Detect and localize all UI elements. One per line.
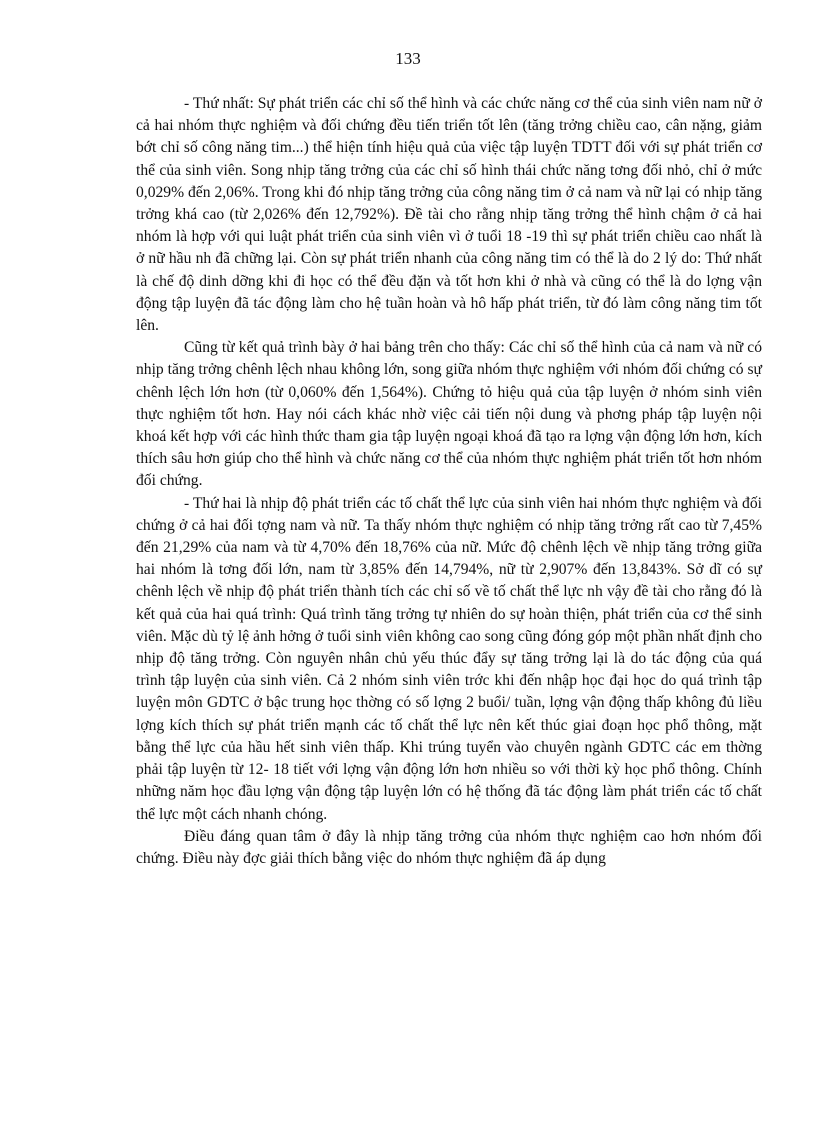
paragraph-1: - Thứ nhất: Sự phát triển các chỉ số thể hình và các chức năng cơ thể của sinh viên nam nữ ở cả hai nhóm thực nghiệm và đối chứng đều tiến triển tốt lên (tăng trởng chiều cao, cân nặng, giảm bớt chỉ số công năng tim...) thể hiện tính hiệu quả của việc tập luyện TDTT đối với sự phát triển cơ thể của sinh viên. Song nhịp tăng trởng của các chỉ số hình thái chức năng tơng đối nhỏ, chỉ ở mức 0,029% đến 2,06%. Trong khi đó nhịp tăng trởng của công năng tim ở cả nam và nữ lại có nhịp tăng trởng khá cao (từ 2,026% đến 12,792%). Đề tài cho rằng nhịp tăng trởng thể hình chậm ở cả hai nhóm là hợp với qui luật phát triển của sinh viên vì ở tuổi 18 -19 thì sự phát triển chiều cao nhất là ở nữ hầu nh đã chững lại. Còn sự phát triển nhanh của công năng tim có thể là do 2 lý do: Thứ nhất là chế độ dinh dỡng khi đi học có thể đều đặn và tốt hơn khi ở nhà và cũng có thể là do lợng vận động tập luyện đã tác động làm cho hệ tuần hoàn và hô hấp phát triển, từ đó làm công năng tim tốt lên. — [136, 95, 762, 335]
paragraph-4: Điều đáng quan tâm ở đây là nhịp tăng trởng của nhóm thực nghiệm cao hơn nhóm đối chứng. Điều này đợc giải thích bằng việc do nhóm thực nghiệm đã áp dụng — [136, 827, 762, 867]
paragraph-3: - Thứ hai là nhịp độ phát triển các tố chất thể lực của sinh viên hai nhóm thực nghiệm và đối chứng ở cả hai đối tợng nam và nữ. Ta thấy nhóm thực nghiệm có nhịp tăng trởng rất cao từ 7,45% đến 21,29% của nam và từ 4,70% đến 18,76% của nữ. Mức độ chênh lệch về nhịp tăng trởng giữa hai nhóm là tơng đối lớn, nam từ 3,85% đến 14,794%, nữ từ 2,907% đến 13,843%. Sở dĩ có sự chênh lệch về nhịp độ phát triển thành tích các chỉ số về tố chất thể lực nh vậy đề tài cho rằng đó là kết quả của hai quá trình: Quá trình tăng trởng tự nhiên do sự hoàn thiện, phát triển của cơ thể sinh viên. Mặc dù tỷ lệ ảnh hởng ở tuổi sinh viên không cao song cũng đóng góp một phần nhất định cho nhịp độ tăng trởng. Còn nguyên nhân chủ yếu thúc đẩy sự tăng trởng lại là do tác động của quá trình tập luyện của sinh viên. Cả 2 nhóm sinh viên trớc khi đến nhập học đại học do quá trình tập luyện môn GDTC ở bậc trung học thờng có số lợng 2 buổi/ tuần, lợng vận động thấp không đủ liều lợng kích thích sự phát triển mạnh các tố chất thể lực nên kết thúc giai đoạn học phổ thông, mặt bằng thể lực của hầu hết sinh viên thấp. Khi trúng tuyển vào chuyên ngành GDTC các em thờng phải tập luyện từ 12- 18 tiết với lợng vận động lớn hơn nhiều so với thời kỳ học phổ thông. Chính những năm học đầu lợng vận động tập luyện lớn có hệ thống đã tác động làm phát triển các tố chất thể lực một cách nhanh chóng. — [136, 494, 762, 823]
page-number: 133 — [395, 49, 421, 68]
paragraph-2: Cũng từ kết quả trình bày ở hai bảng trên cho thấy: Các chỉ số thể hình của cả nam và nữ có nhịp tăng trởng chênh lệch nhau không lớn, song giữa nhóm thực nghiệm với nhóm đối chứng có sự chênh lệch lớn hơn (từ 0,060% đến 1,564%). Chứng tỏ hiệu quả của tập luyện ở nhóm sinh viên thực nghiệm tốt hơn. Hay nói cách khác nhờ việc cải tiến nội dung và phơng pháp tập luyện nội khoá kết hợp với các hình thức tham gia tập luyện ngoại khoá đã tạo ra lợng vận động lớn hơn, kích thích sâu hơn giúp cho thể hình và chức năng cơ thể của nhóm thực nghiệm phát triển tốt hơn nhóm đối chứng. — [136, 339, 762, 490]
body-text — [136, 93, 762, 870]
